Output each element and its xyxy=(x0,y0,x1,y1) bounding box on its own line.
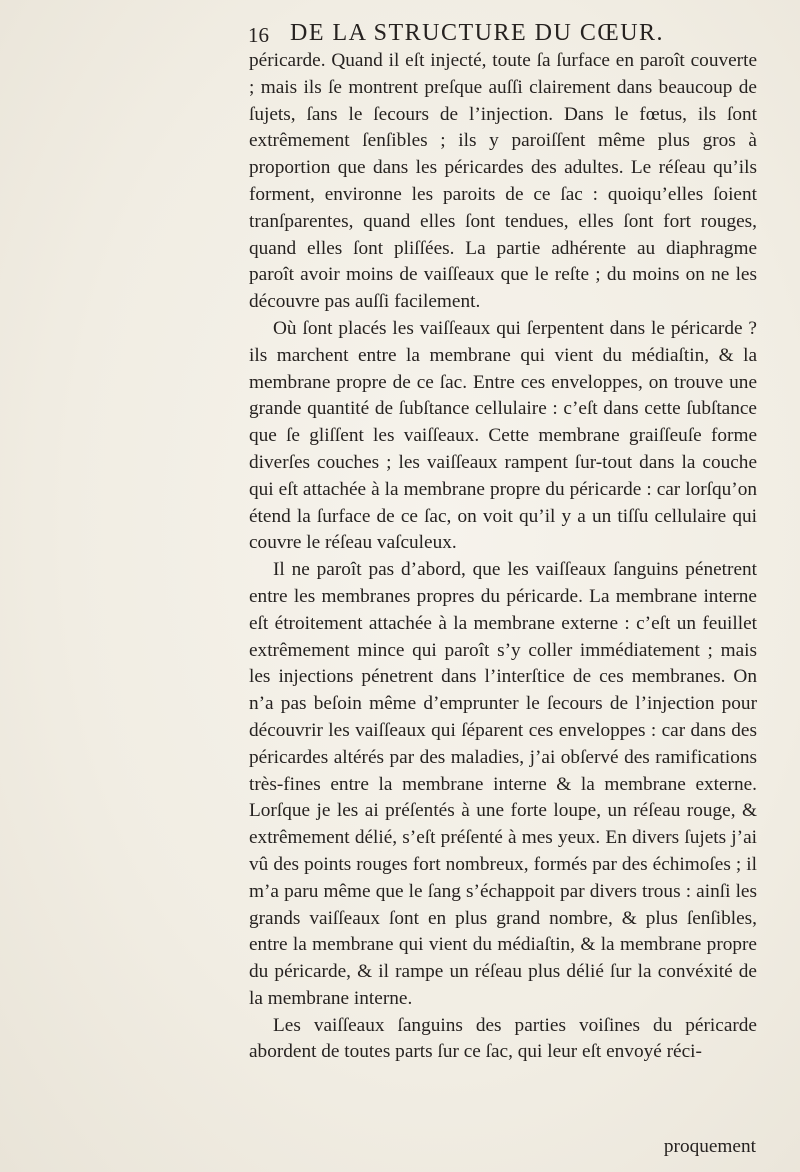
paragraph-3: Il ne paroît pas d’abord, que les vaiſſeaux ſanguins pénetrent entre les membranes propres du péricarde. La membrane interne eſt étroitement attachée à la membrane externe : c’eſt un feuillet extrêmement mince qui paroît s’y coller immédiatement ; mais les injections pénetrent dans l’interſtice de ces membranes. On n’a pas beſoin même d’emprunter le ſecours de l’injection pour découvrir les vaiſſeaux qui ſéparent ces enveloppes : car dans des péricardes altérés par des maladies, j’ai obſervé des ramifications très-fines entre la membrane interne & la membrane externe. Lorſque je les ai préſentés à une forte loupe, un réſeau rouge, & extrêmement délié, s’eſt préſenté à mes yeux. En divers ſujets j’ai vû des points rouges fort nombreux, formés par des échimoſes ; il m’a paru même que le ſang s’échappoit par divers trous : ainſi les grands vaiſſeaux ſont en plus grand nombre, & plus ſenſibles, entre la membrane qui vient du médiaſtin, & la membrane propre du péricarde, & il rampe un réſeau plus délié ſur la convéxité de la membrane interne. xyxy=(249,559,757,1009)
body-text xyxy=(249,48,757,1066)
paragraph-2: Où ſont placés les vaiſſeaux qui ſerpentent dans le péricarde ? ils marchent entre la membrane qui vient du médiaſtin, & la membrane propre de ce ſac. Entre ces enveloppes, on trouve une grande quantité de ſubſtance cellulaire : c’eſt dans cette ſubſtance que ſe gliſſent les vaiſſeaux. Cette membrane graiſſeuſe forme diverſes couches ; les vaiſſeaux rampent ſur-tout dans la couche qui eſt attachée à la membrane propre du péricarde : car lorſqu’on étend la ſurface de ce ſac, on voit qu’il y a un tiſſu cellulaire qui couvre le réſeau vaſculeux. xyxy=(249,317,757,554)
catchword: proquement xyxy=(663,1136,756,1157)
running-title: DE LA STRUCTURE DU CŒUR. xyxy=(290,20,665,46)
page-header xyxy=(248,18,800,50)
paragraph-4: Les vaiſſeaux ſanguins des parties voiſines du péricarde abordent de toutes parts ſur ce ſac, qui leur eſt envoyé réci- xyxy=(249,1014,757,1063)
paragraph-1: péricarde. Quand il eſt injecté, toute ſa ſurface en paroît couverte ; mais ils ſe montrent preſque auſſi clairement dans beaucoup de ſujets, ſans le ſecours de l’injection. Dans le fœtus, ils ſont extrêmement ſenſibles ; ils y paroiſſent même plus gros à proportion que dans les péricardes des adultes. Le réſeau qu’ils forment, environne les paroits de ce ſac : quoiqu’elles ſoient tranſparentes, quand elles ſont tendues, elles ſont fort rouges, quand elles ſont pliſſées. La partie adhérente au diaphragme paroît avoir moins de vaiſſeaux que le reſte ; du moins on ne les découvre pas auſſi facilement. xyxy=(249,50,757,313)
page-number: 16 xyxy=(248,23,269,47)
